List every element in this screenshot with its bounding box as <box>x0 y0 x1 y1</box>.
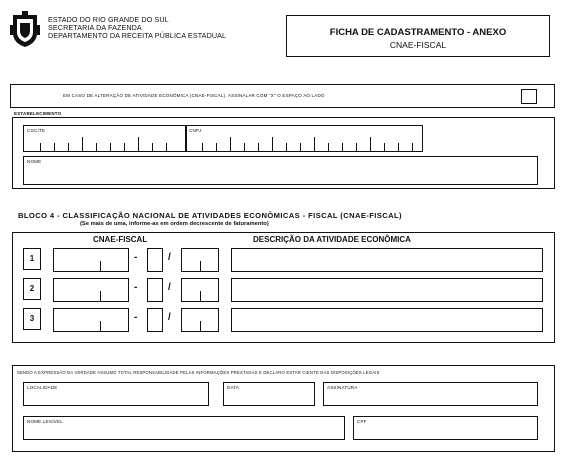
cnae-code-field[interactable] <box>53 278 129 302</box>
cnae-row <box>13 276 554 302</box>
cnae-slash: / <box>168 282 171 293</box>
cnae-suffix-field[interactable] <box>181 308 219 332</box>
digit-separator <box>328 143 329 151</box>
digit-separator <box>138 137 139 151</box>
cnae-slash: / <box>168 312 171 323</box>
digit-separator <box>166 143 167 151</box>
form-title-box <box>286 15 550 57</box>
assinatura-label: ASSINATURA <box>327 385 358 390</box>
row-number: 1 <box>23 248 41 270</box>
cnae-check-digit-field[interactable] <box>147 248 163 272</box>
cnae-dash: - <box>134 252 138 263</box>
digit-separator <box>370 137 371 151</box>
cnae-check-digit-field[interactable] <box>147 278 163 302</box>
data-label: DATA <box>227 385 240 390</box>
alteration-notice-text: EM CASO DE ALTERAÇÃO DE ATIVIDADE ECONÔMICA (CNAE-FISCAL), ASSINALAR COM "X" O ESPAÇO AO LADO <box>63 93 325 98</box>
cnpj-label: CNPJ <box>189 128 202 133</box>
cnae-row <box>13 306 554 332</box>
nome-legivel-label: NOME LEGÍVEL <box>27 419 63 424</box>
digit-separator <box>152 143 153 151</box>
cnae-column-header: CNAE-FISCAL <box>93 235 148 244</box>
bloco-4-title: BLOCO 4 - CLASSIFICAÇÃO NACIONAL DE ATIVIDADES ECONÔMICAS - FISCAL (CNAE-FISCAL) <box>18 211 402 220</box>
cnae-slash: / <box>168 252 171 263</box>
digit-separator <box>272 137 273 151</box>
declaration-box <box>12 365 555 452</box>
digit-separator <box>54 143 55 151</box>
cnae-row <box>13 246 554 272</box>
data-field[interactable] <box>223 382 315 406</box>
org-line-secretariat: SECRETARIA DA FAZENDA <box>48 23 142 32</box>
cnpj-field[interactable] <box>185 125 423 152</box>
digit-separator <box>258 143 259 151</box>
cgc-te-field[interactable] <box>23 125 187 152</box>
digit-separator <box>124 143 125 151</box>
coat-of-arms-icon <box>10 11 40 49</box>
digit-separator <box>68 143 69 151</box>
activity-description-field[interactable] <box>231 278 543 302</box>
localidade-label: LOCALIDADE <box>27 385 58 390</box>
digit-separator <box>300 143 301 151</box>
digit-separator <box>356 143 357 151</box>
form-title: FICHA DE CADASTRAMENTO - ANEXO <box>329 27 507 38</box>
nome-legivel-field[interactable] <box>23 416 345 440</box>
alteration-checkbox[interactable] <box>521 89 537 104</box>
org-line-state: ESTADO DO RIO GRANDE DO SUL <box>48 15 169 24</box>
digit-separator <box>230 137 231 151</box>
name-field[interactable] <box>23 156 538 185</box>
cnae-dash: - <box>134 282 138 293</box>
row-number: 2 <box>23 278 41 300</box>
cnae-code-field[interactable] <box>53 308 129 332</box>
cnae-code-field[interactable] <box>53 248 129 272</box>
cnae-check-digit-field[interactable] <box>147 308 163 332</box>
description-column-header: DESCRIÇÃO DA ATIVIDADE ECONÔMICA <box>253 235 411 244</box>
cgc-te-label: CGC/TE <box>27 128 46 133</box>
localidade-field[interactable] <box>23 382 209 406</box>
establishment-section-label: ESTABELECIMENTO <box>14 111 62 116</box>
activity-description-field[interactable] <box>231 308 543 332</box>
digit-separator <box>286 143 287 151</box>
digit-separator <box>40 143 41 151</box>
activity-description-field[interactable] <box>231 248 543 272</box>
establishment-box <box>12 117 555 189</box>
declaration-text: SENDO A EXPRESSÃO DA VERDADE ASSUMO TOTAL RESPONSABILIDADE PELAS INFORMAÇÕES PRESTADAS E DECLARO ESTAR CIENTE DAS DISPOSIÇÕES LEGAIS <box>17 370 380 375</box>
cnae-table <box>12 232 555 343</box>
digit-separator <box>412 143 413 151</box>
digit-separator <box>216 143 217 151</box>
assinatura-field[interactable] <box>323 382 538 406</box>
cpf-label: CPF <box>357 419 367 424</box>
digit-separator <box>314 137 315 151</box>
digit-separator <box>96 143 97 151</box>
form-subtitle: CNAE-FISCAL <box>389 40 447 50</box>
digit-separator <box>82 137 83 151</box>
cnae-suffix-field[interactable] <box>181 278 219 302</box>
digit-separator <box>202 143 203 151</box>
cpf-field[interactable] <box>353 416 538 440</box>
digit-separator <box>398 143 399 151</box>
name-label: NOME <box>27 159 42 164</box>
alteration-notice-box <box>10 84 555 108</box>
cnae-dash: - <box>134 312 138 323</box>
row-number: 3 <box>23 308 41 330</box>
digit-separator <box>342 143 343 151</box>
org-line-department: DEPARTAMENTO DA RECEITA PÚBLICA ESTADUAL <box>48 31 227 40</box>
header-org-block <box>48 16 226 40</box>
bloco-4-subtitle: (Se mais de uma, informe-as em ordem decrescente de faturamento) <box>80 221 269 227</box>
cnae-suffix-field[interactable] <box>181 248 219 272</box>
digit-separator <box>244 143 245 151</box>
digit-separator <box>110 143 111 151</box>
digit-separator <box>384 143 385 151</box>
